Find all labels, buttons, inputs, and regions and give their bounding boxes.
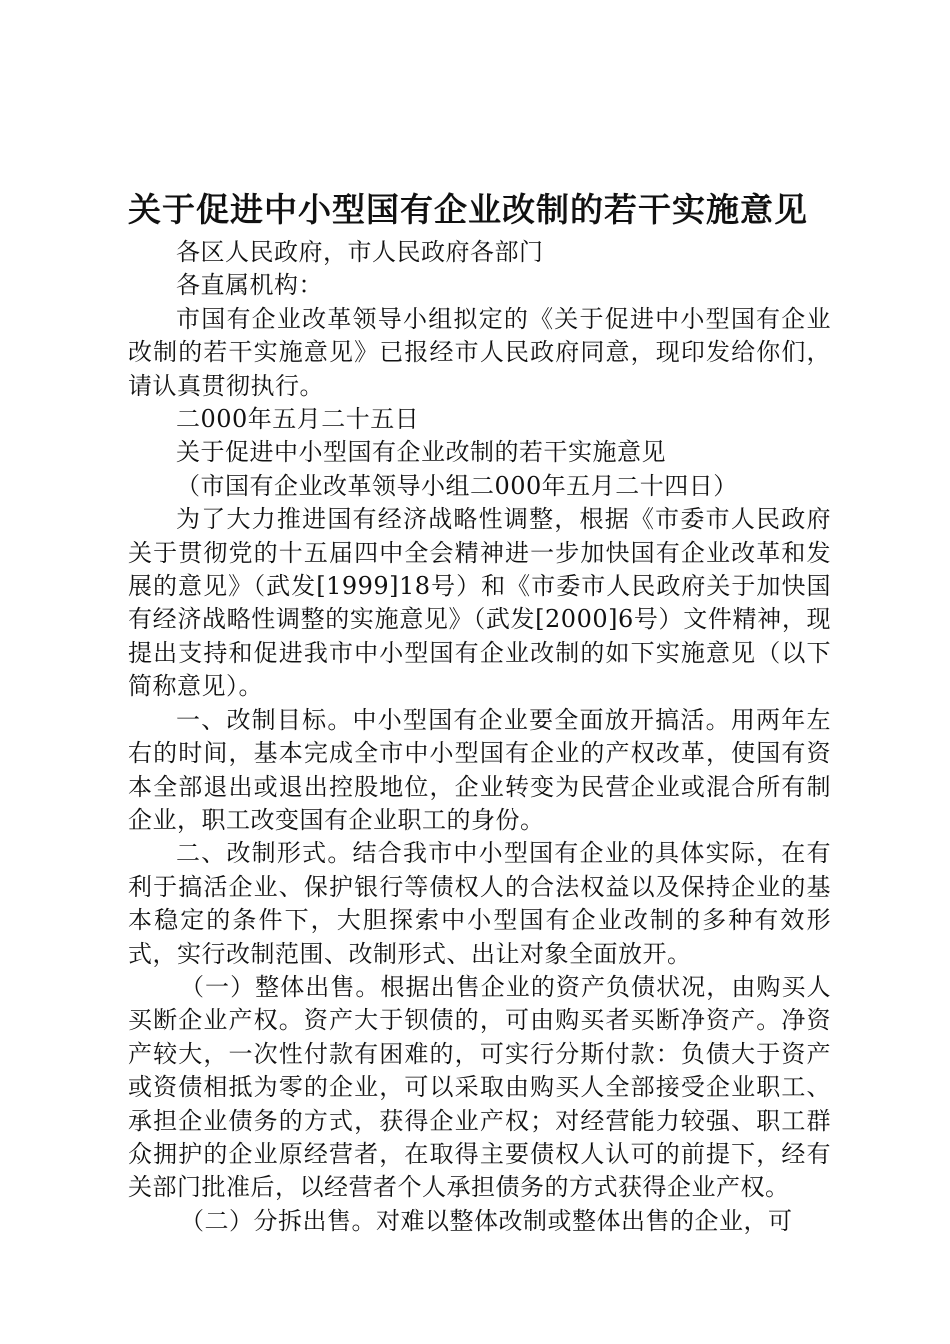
- paragraph-recipients: 各区人民政府，市人民政府各部门: [176, 238, 544, 266]
- paragraph-subsection-2: （二）分拆出售。对难以整体改制或整体出售的企业，可: [180, 1206, 793, 1235]
- paragraph-subtitle-source: （市国有企业改革领导小组二000年五月二十四日）: [176, 471, 738, 500]
- document-title: 关于促进中小型国有企业改制的若干实施意见: [128, 190, 808, 229]
- paragraph-notice: 市国有企业改革领导小组拟定的《关于促进中小型国有企业改制的若干实施意见》已报经市人民政府同意，现印发给你们，请认真贯彻执行。: [128, 304, 831, 400]
- paragraph-section-1: 一、改制目标。中小型国有企业要全面放开搞活。用两年左右的时间，基本完成全市中小型国有企业的产权改革，使国有资本全部退出或退出控股地位，企业转变为民营企业或混合所有制企业，职工改变国有企业职工的身份。: [128, 705, 831, 834]
- paragraph-subtitle: 关于促进中小型国有企业改制的若干实施意见: [176, 438, 666, 467]
- paragraph-subsection-1: （一）整体出售。根据出售企业的资产负债状况，由购买人买断企业产权。资产大于钡债的，可由购买者买断净资产。净资产较大，一次性付款有困难的，可实行分斯付款：负债大于资产或资债相抵为零的企业，可以采取由购买人全部接受企业职工、承担企业债务的方式，获得企业产权；对经营能力较强、职工群众拥护的企业原经营者，在取得主要债权人认可的前提下，经有关部门批准后，以经营者个人承担债务的方式获得企业产权。: [128, 972, 831, 1202]
- paragraph-recipients-2: 各直属机构：: [176, 271, 323, 300]
- paragraph-issue-date: 二000年五月二十五日: [176, 405, 420, 434]
- document-page: [128, 186, 831, 1238]
- paragraph-intro: 为了大力推进国有经济战略性调整，根据《市委市人民政府关于贯彻党的十五届四中全会精神进一步加快国有企业改革和发展的意见》（武发[1999]18号）和《市委市人民政府关于加快国有经济战略性调整的实施意见》（武发[2000]6号）文件精神，现提出支持和促进我市中小型国有企业改制的如下实施意见（以下简称意见）。: [128, 505, 831, 701]
- paragraph-section-2: 二、改制形式。结合我市中小型国有企业的具体实际，在有利于搞活企业、保护银行等债权人的合法权益以及保持企业的基本稳定的条件下，大胆探索中小型国有企业改制的多种有效形式，实行改制范围、改制形式、出让对象全面放开。: [128, 839, 831, 968]
